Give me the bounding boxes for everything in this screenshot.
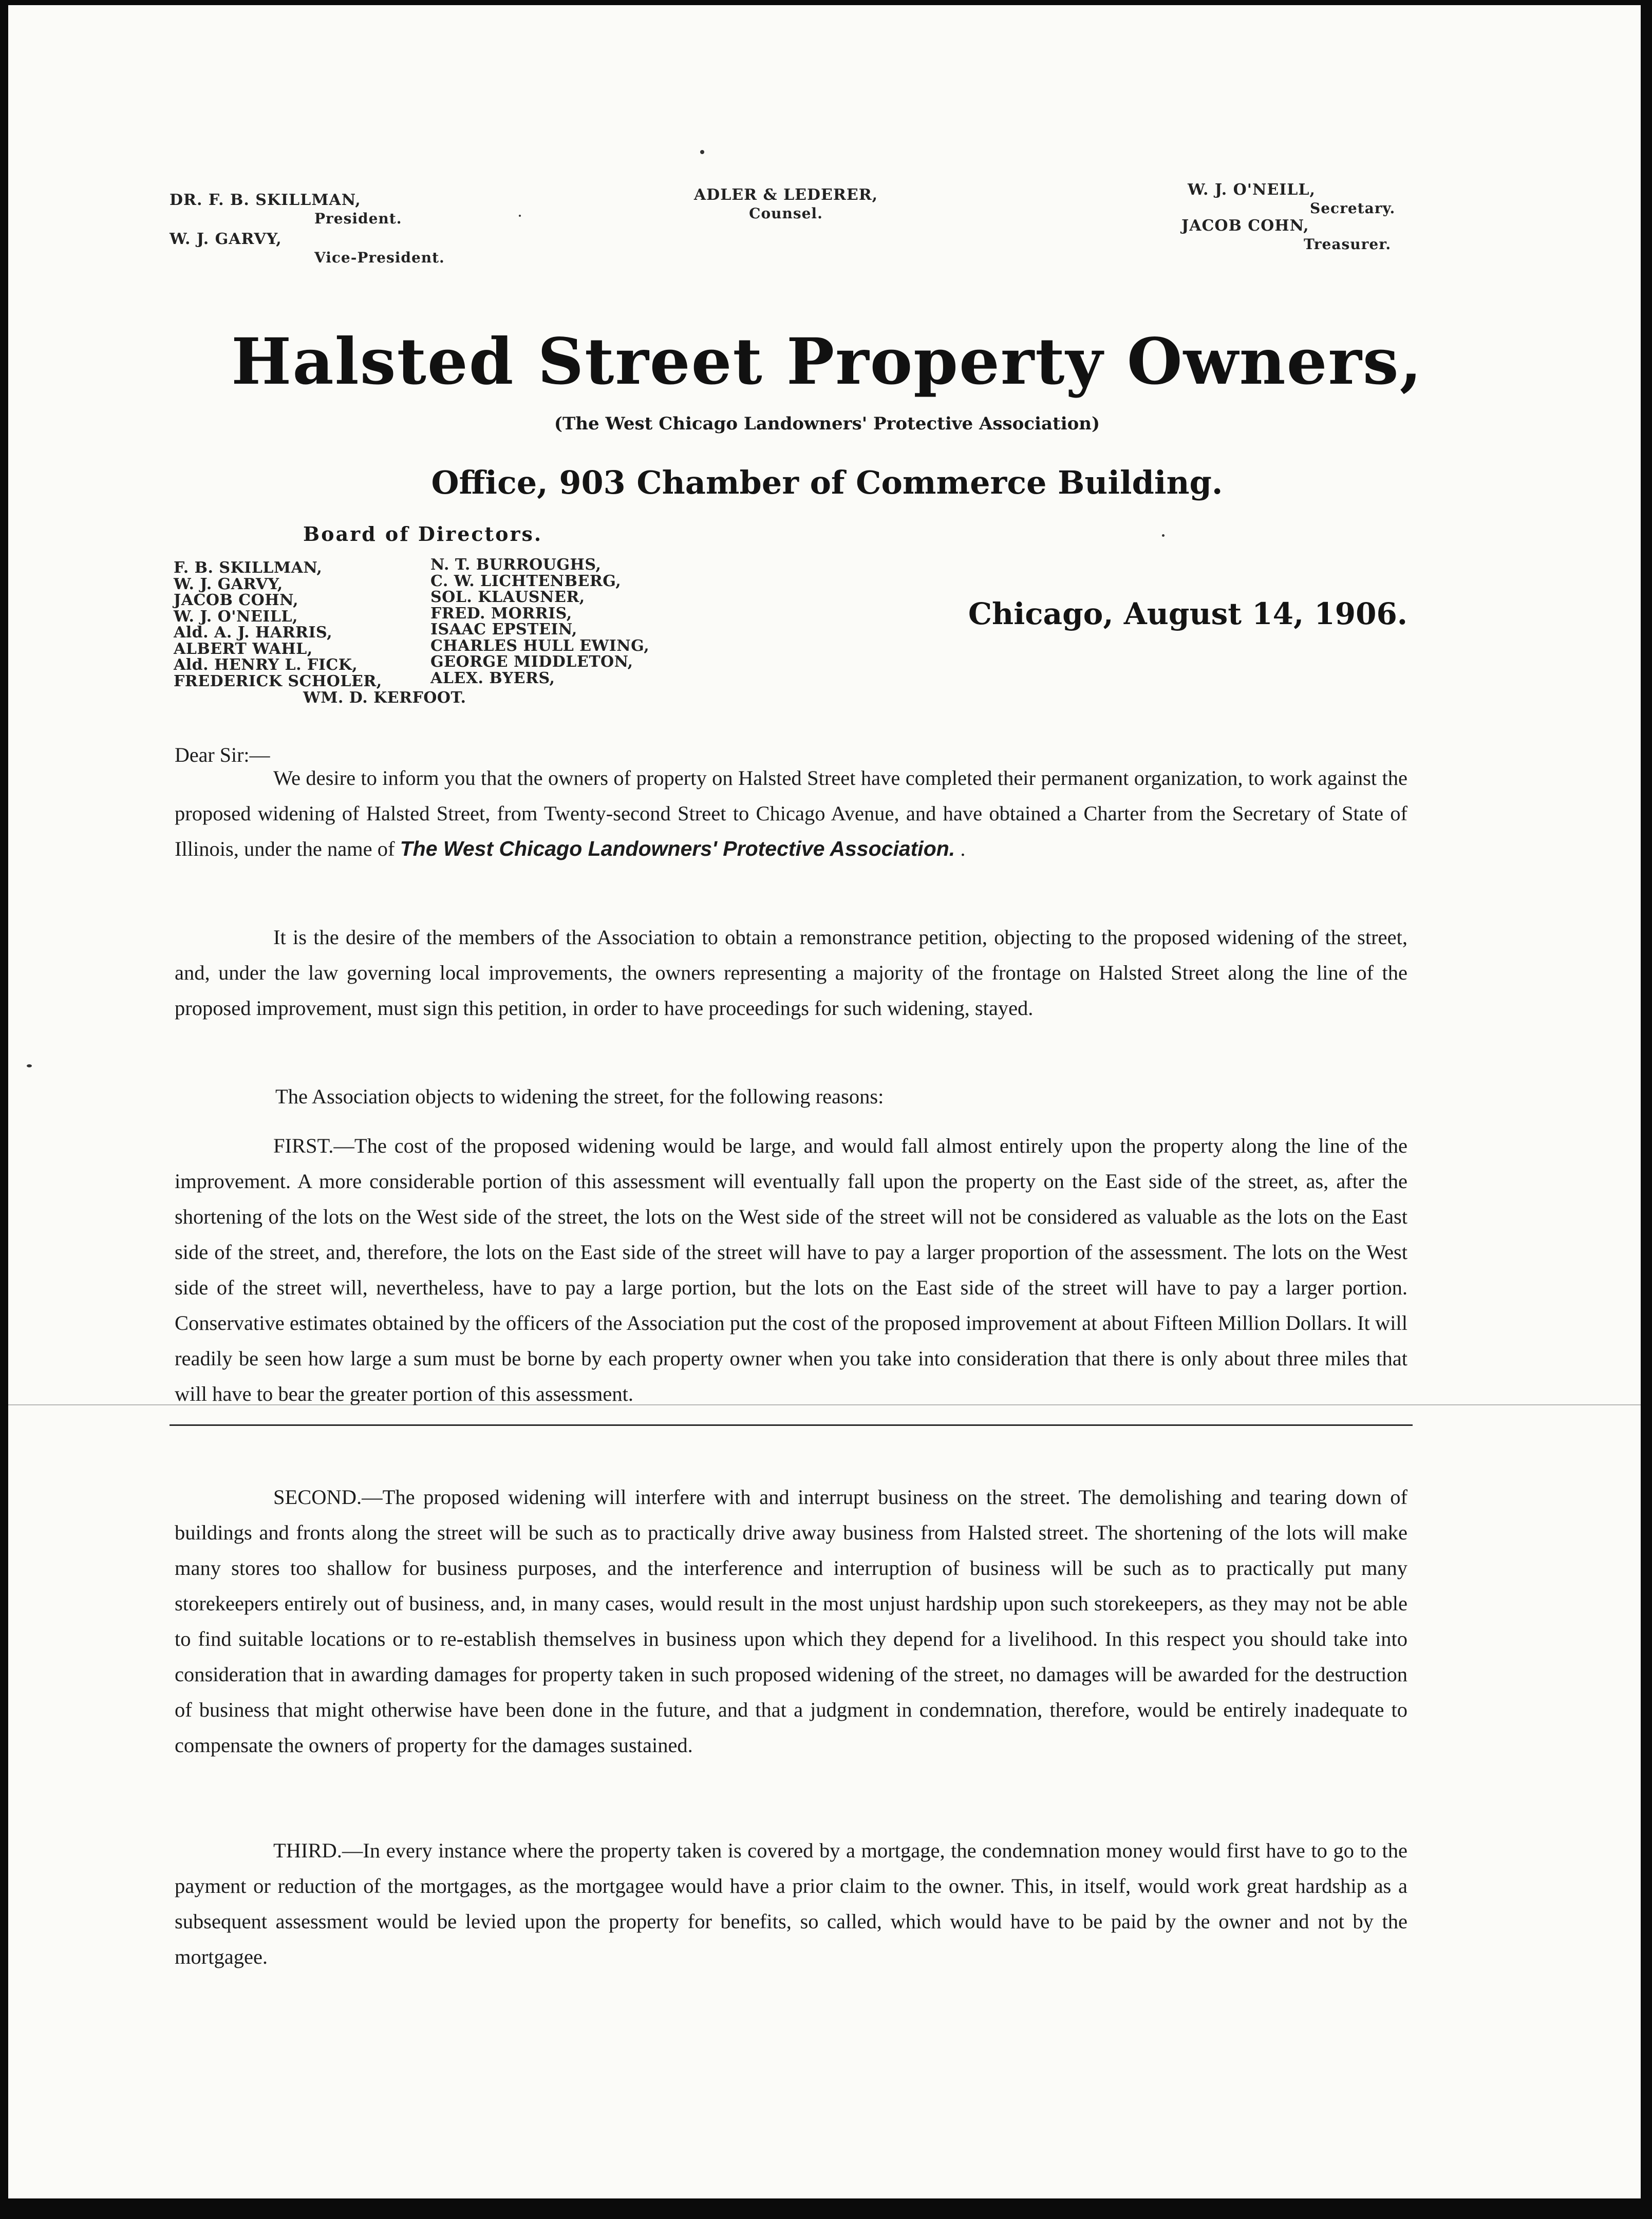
director-name: ISAAC EPSTEIN,: [430, 620, 577, 638]
officer-vice-president-title: Vice-President.: [314, 249, 445, 266]
office-address: Office, 903 Chamber of Commerce Building.: [431, 464, 1223, 501]
salutation: Dear Sir:—: [175, 743, 270, 766]
scan-strike-line: [170, 1424, 1413, 1426]
director-name: ALBERT WAHL,: [174, 640, 313, 658]
board-heading: Board of Directors.: [303, 522, 543, 546]
director-name: C. W. LICHTENBERG,: [430, 572, 622, 590]
paragraph-first-reason: FIRST.—The cost of the proposed widening would be large, and would fall almost entirely upon the property along the line of the improvement. A more considerable portion of this assessment will eventually fall upon the property on the East side of the street, as, after the shortening of the lots on the West side of the street, the lots on the West side of the street will not be considered as valuable as the lots on the East side of the street, and, therefore, the lots on the East side of the street will have to pay a larger proportion of the assessment. The lots on the West side of the street will, nevertheless, have to pay a large portion, but the lots on the East side of the street will have to pay a larger portion. Conservative estimates obtained by the officers of the Association put the cost of the proposed improvement at about Fifteen Million Dollars. It will readily be seen how large a sum must be borne by each property owner when you take into consideration that there is only about three miles that will have to bear the greater portion of this assessment.: [175, 1134, 1407, 1405]
scan-speck: [700, 150, 704, 154]
counsel-title: Counsel.: [749, 205, 823, 222]
directors-column-1: [174, 560, 441, 689]
director-name: Ald. HENRY L. FICK,: [174, 656, 358, 674]
director-name: F. B. SKILLMAN,: [174, 559, 323, 577]
directors-column-2: [430, 557, 718, 686]
scan-speck: [1162, 534, 1165, 537]
organization-title: Halsted Street Property Owners,: [231, 325, 1423, 399]
officer-president-name: DR. F. B. SKILLMAN,: [170, 191, 361, 209]
association-name: The West Chicago Landowners' Protective Association.: [400, 837, 955, 860]
officer-treasurer-name: JACOB COHN,: [1181, 217, 1309, 235]
director-name: JACOB COHN,: [174, 591, 299, 609]
paragraph-petition: It is the desire of the members of the Association to obtain a remonstrance petition, objecting to the proposed widening of the street, and, under the law governing local improvements, the owners representing a majority of the frontage on Halsted Street along the line of the proposed improvement, must sign this petition, in order to have proceedings for such widening, stayed.: [175, 926, 1407, 1020]
organization-subtitle: (The West Chicago Landowners' Protective Association): [554, 413, 1100, 434]
paragraph-reasons-intro: The Association objects to widening the street, for the following reasons:: [275, 1085, 884, 1108]
director-name: GEORGE MIDDLETON,: [430, 653, 633, 671]
director-name: SOL. KLAUSNER,: [430, 588, 585, 606]
paragraph-second-reason: SECOND.—The proposed widening will interfere with and interrupt business on the street. The demolishing and tearing down of buildings and fronts along the street will be such as to practically drive away business from Halsted street. The shortening of the lots will make many stores too shallow for business purposes, and the interference and interruption of business will be such as to practically put many storekeepers entirely out of business, and, in many cases, would result in the most unjust hardship upon such storekeepers, as they may not be able to find suitable locations or to re-establish themselves in business upon which they depend for a livelihood. In this respect you should take into consideration that in awarding damages for property taken in such proposed widening of the street, no damages will be awarded for the destruction of business that might otherwise have been done in the future, and that a judgment in condemnation, therefore, would be entirely inadequate to compensate the owners of property for the damages sustained.: [175, 1485, 1407, 1757]
director-name: FRED. MORRIS,: [430, 604, 572, 623]
officers-right: [1181, 181, 1510, 258]
scan-border-right: [1641, 0, 1652, 2219]
officer-president-title: President.: [314, 210, 402, 227]
director-name: W. J. O'NEILL,: [174, 607, 298, 626]
officer-vice-president-name: W. J. GARVY,: [170, 230, 282, 248]
scan-border-top: [0, 0, 1652, 5]
officers-left: [170, 191, 529, 268]
director-name: FREDERICK SCHOLER,: [174, 672, 382, 690]
director-name: CHARLES HULL EWING,: [430, 636, 650, 655]
paragraph-intro: [175, 760, 1407, 867]
director-name: W. J. GARVY,: [174, 575, 283, 593]
director-name: N. T. BURROUGHS,: [430, 556, 602, 574]
director-name: Ald. A. J. HARRIS,: [174, 624, 333, 642]
director-name: ALEX. BYERS,: [430, 669, 555, 687]
officer-treasurer-title: Treasurer.: [1304, 236, 1392, 253]
officer-secretary-title: Secretary.: [1310, 200, 1396, 217]
scan-border-left: [0, 0, 8, 2219]
paragraph-intro-end: .: [955, 837, 966, 860]
counsel-name: ADLER & LEDERER,: [693, 186, 878, 204]
scan-speck: [27, 1064, 32, 1067]
officers-center: [678, 186, 894, 232]
paragraph-intro-text: We desire to inform you that the owners of property on Halsted Street have completed their permanent organization, to work against the proposed widening of Halsted Street, from Twenty-second Street to Chicago Avenue, and have obtained a Charter from the Secretary of State of Illinois, under the name of: [175, 766, 1407, 860]
officer-secretary-name: W. J. O'NEILL,: [1188, 181, 1316, 199]
director-name-last: WM. D. KERFOOT.: [303, 689, 466, 707]
letter-date: Chicago, August 14, 1906.: [968, 596, 1407, 631]
paragraph-third-reason: THIRD.—In every instance where the property taken is covered by a mortgage, the condemnation money would first have to go to the payment or reduction of the mortgages, as the mortgagee would have a prior claim to the owner. This, in itself, would work great hardship as a subsequent assessment would be levied upon the property for benefits, so called, which would have to be paid by the owner and not by the mortgagee.: [175, 1839, 1407, 1968]
scan-border-bottom: [0, 2198, 1652, 2219]
